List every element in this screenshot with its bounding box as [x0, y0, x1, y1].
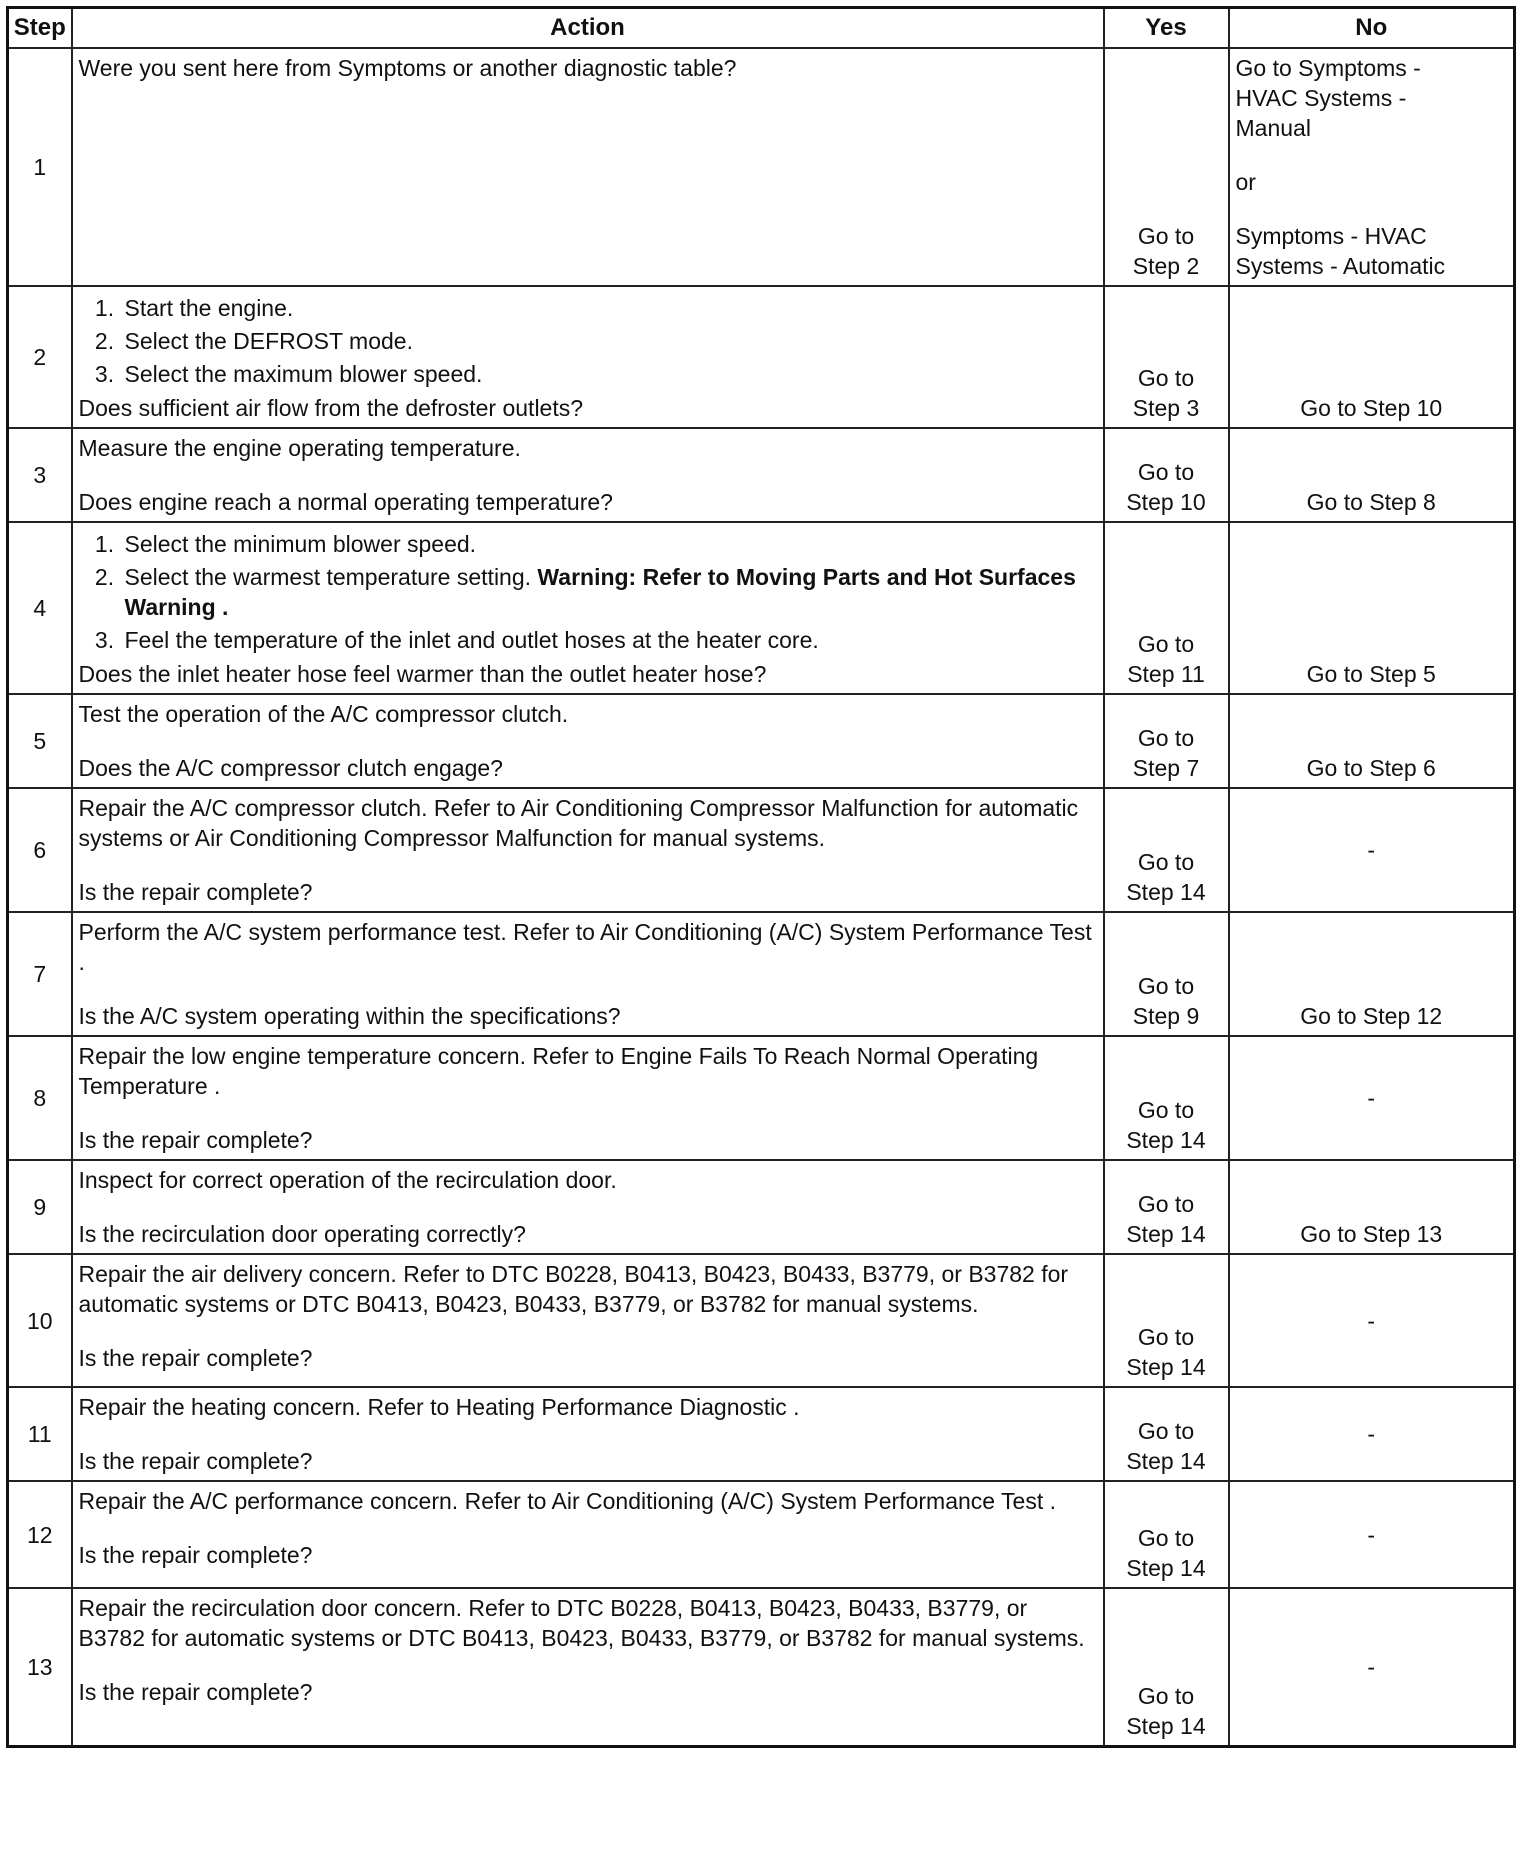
no-link-automatic[interactable]: Symptoms - HVAC Systems - Automatic: [1235, 223, 1446, 279]
yes-cell: [1104, 788, 1229, 912]
warning-link[interactable]: Warning: Refer to Moving Parts and Hot Surfaces Warning .: [124, 564, 1076, 620]
step-number: 13: [8, 1588, 72, 1746]
action-step-item: 3. Feel the temperature of the inlet and outlet hoses at the heater core.: [121, 625, 1097, 655]
spacer: [79, 1516, 1097, 1540]
yes-step-link[interactable]: Step 3: [1132, 395, 1200, 421]
action-question: Is the recirculation door operating correctly?: [78, 1221, 526, 1247]
table-row: [8, 1481, 1515, 1588]
spacer: [79, 853, 1097, 877]
action-text: Perform the A/C system performance test. Refer to Air Conditioning (A/C) System Performance Test .: [78, 919, 1092, 975]
diagnostic-table: [6, 6, 1516, 1748]
table-row: [8, 1036, 1515, 1160]
action-steps: [79, 293, 1097, 389]
action-cell: [72, 522, 1104, 694]
action-question: Is the repair complete?: [78, 1542, 313, 1568]
action-question: Does engine reach a normal operating temperature?: [78, 489, 613, 515]
step-number: 4: [8, 522, 72, 694]
no-cell[interactable]: Go to Step 5: [1229, 522, 1515, 694]
yes-step-link[interactable]: Step 7: [1132, 755, 1200, 781]
no-cell[interactable]: Go to Step 6: [1229, 694, 1515, 788]
spacer: [79, 1422, 1097, 1446]
step-number: 3: [8, 428, 72, 522]
no-cell: -: [1229, 788, 1515, 912]
action-cell: [72, 286, 1104, 428]
action-text: Repair the low engine temperature concern. Refer to Engine Fails To Reach Normal Operating Temperature .: [78, 1043, 1039, 1099]
step-number: 7: [8, 912, 72, 1036]
no-link-manual[interactable]: Go to Symptoms - HVAC Systems - Manual: [1235, 55, 1421, 141]
yes-cell: [1104, 1481, 1229, 1588]
table-row: [8, 1160, 1515, 1254]
action-cell: [72, 1036, 1104, 1160]
yes-cell: [1104, 286, 1229, 428]
yes-cell: [1104, 694, 1229, 788]
header-no: No: [1229, 8, 1515, 49]
yes-go-to: Go to: [1137, 1682, 1195, 1709]
action-cell: [72, 1481, 1104, 1588]
action-step-item: 1. Start the engine.: [121, 293, 1097, 323]
yes-cell: [1104, 428, 1229, 522]
yes-step-link[interactable]: Step 14: [1126, 1448, 1206, 1474]
action-question: Is the repair complete?: [78, 1345, 313, 1371]
table-row: [8, 1387, 1515, 1481]
action-text: Repair the heating concern. Refer to Heating Performance Diagnostic .: [78, 1394, 800, 1420]
step-number: 5: [8, 694, 72, 788]
action-cell: [72, 1588, 1104, 1746]
spacer: [79, 1653, 1097, 1677]
header-yes: Yes: [1104, 8, 1229, 49]
yes-cell: [1104, 1036, 1229, 1160]
table-row: [8, 522, 1515, 694]
no-cell: -: [1229, 1254, 1515, 1387]
table-row: [8, 912, 1515, 1036]
yes-cell: [1104, 1254, 1229, 1387]
table-row: [8, 788, 1515, 912]
action-question: Is the repair complete?: [78, 1448, 313, 1474]
yes-cell: [1104, 48, 1229, 286]
spacer: [79, 1101, 1097, 1125]
action-text: Were you sent here from Symptoms or another diagnostic table?: [78, 55, 737, 81]
table-row: [8, 1254, 1515, 1387]
no-cell: -: [1229, 1387, 1515, 1481]
yes-go-to: Go to: [1137, 1097, 1195, 1123]
yes-go-to: Go to: [1137, 1324, 1195, 1350]
action-text: Inspect for correct operation of the recirculation door.: [78, 1167, 617, 1193]
spacer: [79, 729, 1097, 753]
step-number: 1: [8, 48, 72, 286]
action-step-item: 3. Select the maximum blower speed.: [121, 359, 1097, 389]
action-text: Measure the engine operating temperature.: [78, 435, 521, 461]
action-question: Does sufficient air flow from the defroster outlets?: [78, 395, 584, 421]
action-question: Is the repair complete?: [78, 879, 313, 905]
no-cell: [1229, 48, 1515, 286]
yes-go-to: Go to: [1137, 1418, 1195, 1444]
yes-step-link[interactable]: Step 14: [1126, 1712, 1206, 1739]
no-cell[interactable]: Go to Step 12: [1229, 912, 1515, 1036]
yes-go-to: Go to: [1137, 973, 1195, 999]
action-text: Repair the air delivery concern. Refer to DTC B0228, B0413, B0423, B0433, B3779, or B3782 for automatic systems or DTC B0413, B0423, B0433, B3779, or B3782 for manual systems.: [78, 1261, 1069, 1317]
spacer: [79, 463, 1097, 487]
step-number: 10: [8, 1254, 72, 1387]
yes-cell: [1104, 1160, 1229, 1254]
yes-go-to: Go to: [1137, 365, 1195, 391]
step-number: 6: [8, 788, 72, 912]
no-cell[interactable]: Go to Step 10: [1229, 286, 1515, 428]
action-steps: [79, 529, 1097, 655]
action-text: Repair the A/C compressor clutch. Refer to Air Conditioning Compressor Malfunction for automatic systems or Air Conditioning Compressor Malfunction for manual systems.: [78, 795, 1079, 851]
action-text: Repair the A/C performance concern. Refer to Air Conditioning (A/C) System Performance Test .: [78, 1488, 1056, 1514]
table-row: [8, 428, 1515, 522]
spacer: [79, 977, 1097, 1001]
table-row: [8, 48, 1515, 286]
action-cell: [72, 428, 1104, 522]
yes-step-link[interactable]: Step 14: [1126, 1127, 1206, 1153]
step-number: 12: [8, 1481, 72, 1588]
yes-go-to: Go to: [1137, 631, 1195, 657]
action-cell: [72, 788, 1104, 912]
yes-go-to: Go to: [1137, 223, 1195, 249]
no-cell: -: [1229, 1481, 1515, 1588]
diagnostic-document: [6, 6, 1513, 1748]
yes-step-link[interactable]: Step 11: [1127, 661, 1205, 687]
yes-step-link[interactable]: Step 14: [1126, 879, 1206, 905]
table-row: [8, 286, 1515, 428]
no-cell: -: [1229, 1036, 1515, 1160]
action-cell: [72, 1160, 1104, 1254]
no-cell: -: [1229, 1588, 1515, 1746]
table-row: [8, 694, 1515, 788]
step-number: 9: [8, 1160, 72, 1254]
step-number: 2: [8, 286, 72, 428]
yes-step-link[interactable]: Step 10: [1126, 489, 1206, 515]
action-cell: [72, 48, 1104, 286]
table-row: [8, 1588, 1515, 1746]
yes-go-to: Go to: [1137, 725, 1195, 751]
action-cell: [72, 1254, 1104, 1387]
yes-cell: [1104, 1588, 1229, 1746]
action-step-text: Select the warmest temperature setting.: [124, 564, 532, 590]
yes-go-to: Go to: [1137, 459, 1195, 485]
no-or: or: [1235, 169, 1256, 195]
yes-step-link[interactable]: Step 14: [1126, 1354, 1206, 1380]
header-step: Step: [8, 8, 72, 49]
yes-cell: [1104, 912, 1229, 1036]
action-question: Is the repair complete?: [78, 1127, 313, 1153]
header-row: [8, 8, 1515, 49]
yes-step-link[interactable]: Step 14: [1126, 1221, 1206, 1247]
yes-go-to: Go to: [1137, 1191, 1195, 1217]
action-text: Repair the recirculation door concern. Refer to DTC B0228, B0413, B0423, B0433, B3779, or B3782 for automatic systems or DTC B0413, B0423, B0433, B3779, or B3782 for manual systems.: [78, 1595, 1085, 1651]
step-number: 8: [8, 1036, 72, 1160]
action-text: Test the operation of the A/C compressor clutch.: [78, 701, 569, 727]
yes-step-link[interactable]: Step 9: [1132, 1003, 1200, 1029]
no-cell[interactable]: Go to Step 8: [1229, 428, 1515, 522]
action-question: Does the A/C compressor clutch engage?: [78, 755, 503, 781]
yes-cell: [1104, 522, 1229, 694]
yes-cell: [1104, 1387, 1229, 1481]
action-cell: [72, 912, 1104, 1036]
action-cell: [72, 694, 1104, 788]
no-cell[interactable]: Go to Step 13: [1229, 1160, 1515, 1254]
yes-go-to: Go to: [1137, 849, 1195, 875]
header-action: Action: [72, 8, 1104, 49]
yes-step-link[interactable]: Step 14: [1126, 1555, 1206, 1581]
spacer: [79, 1195, 1097, 1219]
action-question: Is the A/C system operating within the specifications?: [78, 1003, 621, 1029]
yes-step-link[interactable]: Step 2: [1132, 253, 1200, 279]
action-question: Does the inlet heater hose feel warmer than the outlet heater hose?: [78, 661, 767, 687]
action-cell: [72, 1387, 1104, 1481]
action-step-item: [121, 562, 1097, 622]
spacer: [79, 1319, 1097, 1343]
yes-go-to: Go to: [1137, 1525, 1195, 1551]
action-step-item: 1. Select the minimum blower speed.: [121, 529, 1097, 559]
action-step-item: 2. Select the DEFROST mode.: [121, 326, 1097, 356]
step-number: 11: [8, 1387, 72, 1481]
action-question: Is the repair complete?: [78, 1679, 313, 1705]
